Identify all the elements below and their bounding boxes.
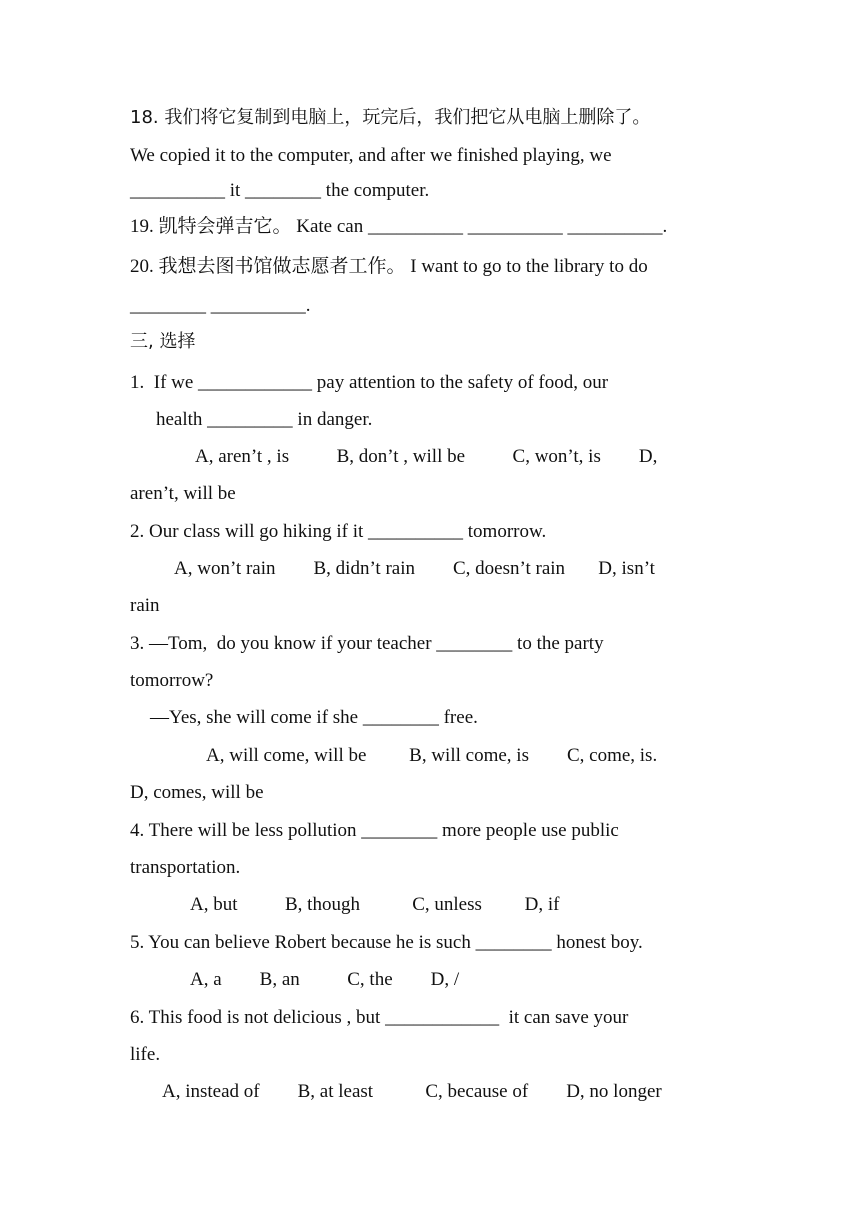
q18-chinese-sentence: 18. 我们将它复制到电脑上，玩完后，我们把它从电脑上删除了。 xyxy=(130,107,651,128)
q18-english-line1: We copied it to the computer, and after we finished playing, we xyxy=(130,145,612,166)
choice-q3-options-line1: A, will come, will be B, will come, is C, come, is. xyxy=(206,745,658,766)
q18-english-line2: __________ it ________ the computer. xyxy=(130,180,430,201)
choice-q6-stem-line1: 6. This food is not delicious , but ____________ it can save your xyxy=(130,1007,629,1028)
choice-q3-options-line2: D, comes, will be xyxy=(130,782,264,803)
choice-q1-stem-line2: health _________ in danger. xyxy=(156,409,373,430)
choice-q2-options-line2: rain xyxy=(130,595,160,616)
choice-q5-options-line1: A, a B, an C, the D, / xyxy=(190,969,460,990)
choice-q5-stem-line1: 5. You can believe Robert because he is such ________ honest boy. xyxy=(130,932,643,953)
choice-q4-stem-line1: 4. There will be less pollution ________ more people use public xyxy=(130,820,619,841)
q20-line2: ________ __________. xyxy=(130,295,311,316)
choice-q3-stem-line2: tomorrow? xyxy=(130,670,214,691)
choice-q6-stem-line2: life. xyxy=(130,1044,161,1065)
q19-line: 19. 凯特会弹吉它。 Kate can __________ __________ __________. xyxy=(130,216,668,237)
section-heading-choice: 三, 选择 xyxy=(130,331,196,352)
choice-q6-options-line1: A, instead of B, at least C, because of D, no longer xyxy=(162,1081,662,1102)
choice-q2-options-line1: A, won’t rain B, didn’t rain C, doesn’t rain D, isn’t xyxy=(174,558,655,579)
choice-q4-options-line1: A, but B, though C, unless D, if xyxy=(190,894,560,915)
choice-q3-stem-line3: —Yes, she will come if she ________ free. xyxy=(150,707,478,728)
choice-q1-stem-line1: 1. If we ____________ pay attention to the safety of food, our xyxy=(130,372,609,393)
q20-line1: 20. 我想去图书馆做志愿者工作。 I want to go to the library to do xyxy=(130,256,648,277)
choice-q1-options-line1: A, aren’t , is B, don’t , will be C, won’t, is D, xyxy=(195,446,658,467)
choice-q1-options-line2: aren’t, will be xyxy=(130,483,236,504)
choice-q2-stem-line1: 2. Our class will go hiking if it __________ tomorrow. xyxy=(130,521,547,542)
choice-q3-stem-line1: 3. —Tom, do you know if your teacher ________ to the party xyxy=(130,633,604,654)
choice-q4-stem-line2: transportation. xyxy=(130,857,241,878)
